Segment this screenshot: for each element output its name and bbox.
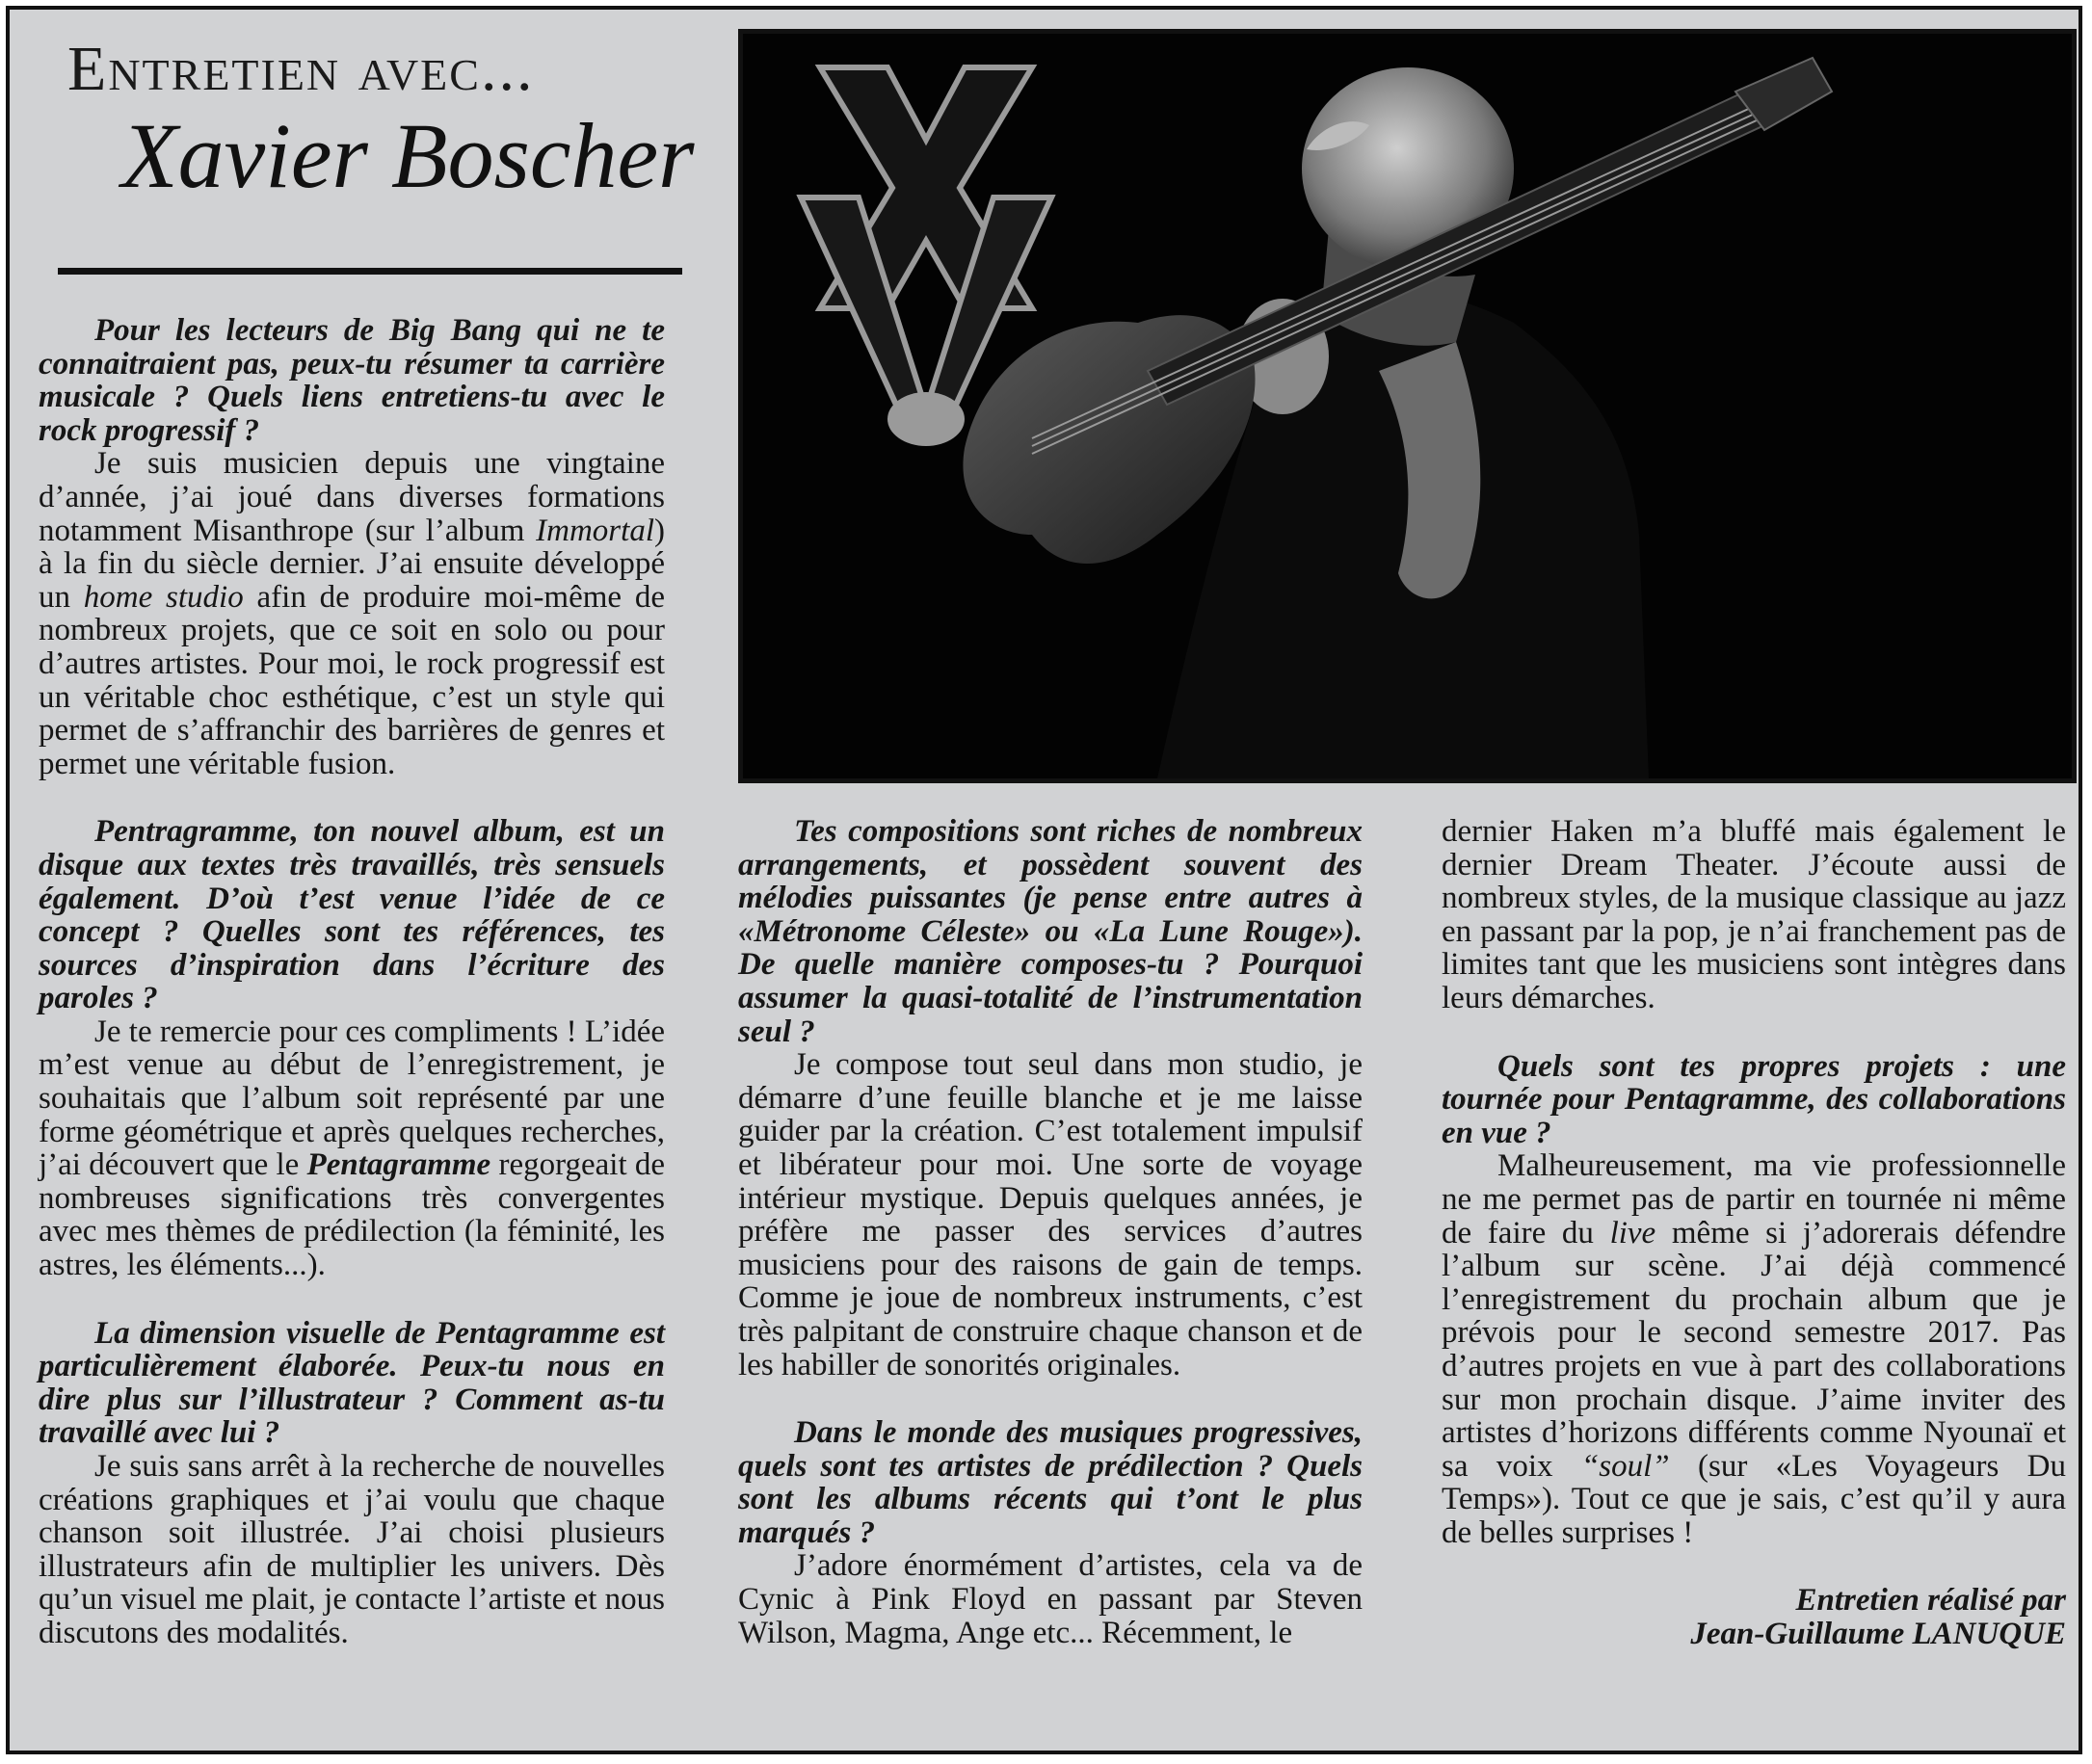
byline-line-1: Entretien réalisé par: [1795, 1583, 2066, 1619]
question-2: Pentragramme, ton nouvel album, est un disque aux textes très travaillés, très sensuels également. D’où t’est venue l’idée de ce concept ? Quelles sont tes références, tes sources d’inspiration dans l’écriture des paroles ?: [39, 814, 665, 1016]
guitarist-photo-icon: [743, 34, 2072, 778]
answer-4: Je compose tout seul dans mon studio, je démarre d’une feuille blanche et je me laisse guider par la création. C’est totalement impulsif et libérateur pour moi. Une sorte de voyage intérieur mystique. Depuis quelques années, je préfère me passer des services d’autres musiciens pour des raisons de gain de temps. Comme je joue de nombreux instruments, c’est très palpitant de construire chaque chanson et de les habiller de sonorités originales.: [738, 1047, 1363, 1382]
column-2: [738, 815, 1363, 1649]
column-1: [39, 314, 665, 1650]
answer-1: Je suis musicien depuis une vingtaine d’année, j’ai joué dans diverses formations notamment Misanthrope (sur l’album Immortal) à la fin du siècle dernier. J’ai ensuite développé un home studio afin de produire moi-même de nombreux projets, que ce soit en solo ou pour d’autres artistes. Pour moi, le rock progressif est un véritable choc esthétique, c’est un style qui permet de s’affranchir des barrières de genres et permet une véritable fusion.: [39, 446, 665, 781]
answer-2: Je te remercie pour ces compliments ! L’idée m’est venue au début de l’enregistrement, je souhaitais que l’album soit représenté par une forme géométrique et après quelques recherches, j’ai découvert que le Pentagramme regorgeait de nombreuses significations très convergentes avec mes thèmes de prédilection (la féminité, les astres, les éléments...).: [39, 1014, 666, 1283]
title-rule: [58, 268, 682, 275]
article-title: Xavier Boscher: [121, 104, 695, 207]
question-1: Pour les lecteurs de Big Bang qui ne te connaitraient pas, peux-tu résumer ta carrière musicale ? Quels liens entretiens-tu avec le rock progressif ?: [39, 313, 665, 448]
interview-page: [6, 6, 2082, 1754]
answer-5-start: J’adore énormément d’artistes, cela va de Cynic à Pink Floyd en passant par Steven Wilson, Magma, Ange etc... Récemment, le: [738, 1548, 1363, 1650]
column-3: [1442, 815, 2066, 1651]
question-3: La dimension visuelle de Pentagramme est particulièrement élaborée. Peux-tu nous en dire plus sur l’illustrateur ? Comment as-tu travaillé avec lui ?: [39, 1315, 665, 1451]
answer-3: Je suis sans arrêt à la recherche de nouvelles créations graphiques et j’ai voulu que chaque chanson soit illustrée. J’ai choisi plusieurs illustrateurs afin de multiplier les univers. Dès qu’un visuel me plait, je contacte l’artiste et nous discutons des modalités.: [39, 1449, 665, 1650]
answer-5-end: dernier Haken m’a bluffé mais également le dernier Dream Theater. J’écoute aussi de nombreux styles, de la musique classique au jazz en passant par la pop, je n’ai franchement pas de limites tant que les musiciens sont intègres dans leurs démarches.: [1442, 814, 2066, 1015]
question-4: Tes compositions sont riches de nombreux arrangements, et possèdent souvent des mélodies puissantes (je pense entre autres à «Métronome Céleste» ou «La Lune Rouge»). De quelle manière composes-tu ? Pourquoi assumer la quasi-totalité de l’instrumentation seul ?: [738, 814, 1363, 1049]
answer-6: Malheureusement, ma vie professionnelle ne me permet pas de partir en tournée ni même de faire du live même si j’adorerais défendre l’album sur scène. J’ai déjà commencé l’enregistrement du prochain album que je prévois pour le second semestre 2017. Pas d’autres projets en vue à part des collaborations sur mon prochain disque. J’aime inviter des artistes d’horizons différents comme Nyounaï et sa voix “soul” (sur «Les Voyageurs Du Temps»). Tout ce que je sais, c’est qu’il y aura de belles surprises !: [1442, 1148, 2067, 1550]
question-5: Dans le monde des musiques progressives, quels sont tes artistes de prédilection ? Quels sont les albums récents qui t’ont le plus marqués ?: [738, 1415, 1363, 1550]
article-kicker: Entretien avec...: [67, 34, 535, 104]
question-6: Quels sont tes propres projets : une tournée pour Pentagramme, des collaborations en vue ?: [1442, 1048, 2066, 1150]
masthead: [67, 33, 695, 209]
byline-line-2: Jean-Guillaume LANUQUE: [1690, 1617, 2066, 1652]
guitarist-photo: [738, 29, 2077, 783]
